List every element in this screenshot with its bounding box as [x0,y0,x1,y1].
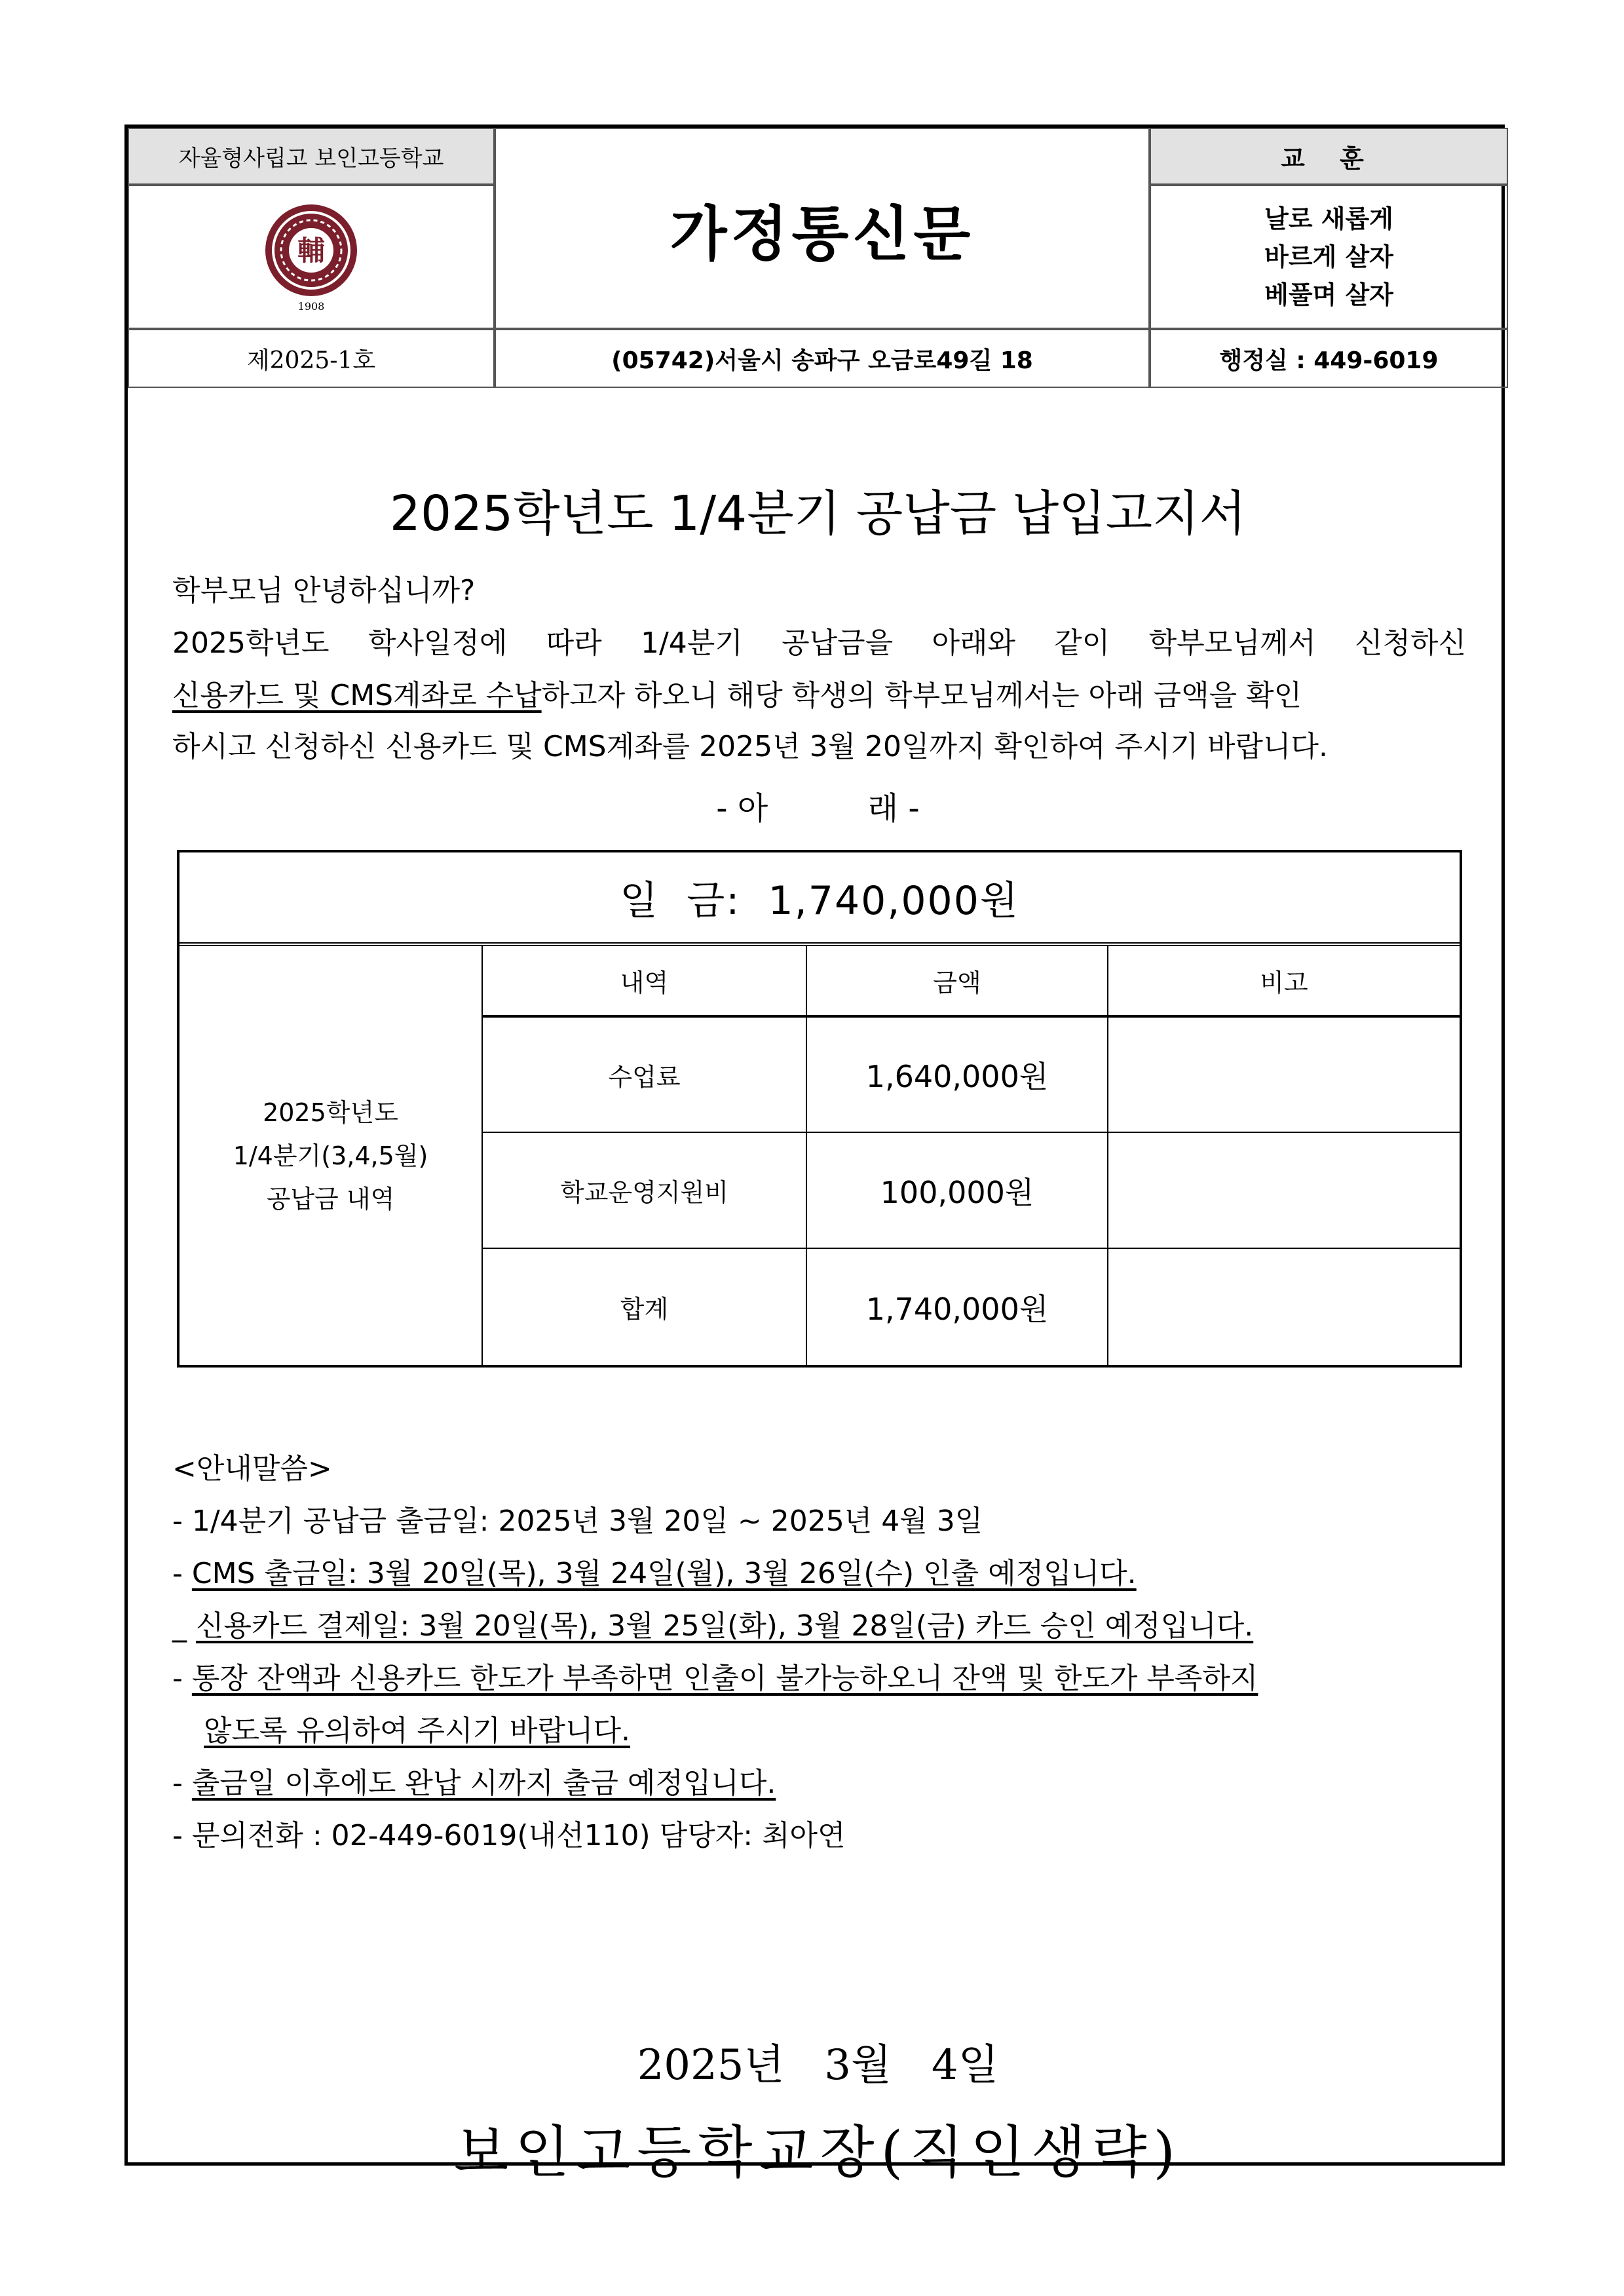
guidance-bullet: _ [172,1609,196,1643]
issue-date: 2025년 3월 4일 [637,2041,999,2090]
table-row-note [1108,1018,1460,1133]
guidance-bullet: - [172,1662,192,1695]
guidance-heading: <안내말씀> [172,1452,332,1485]
intro-word: 아래와 [932,626,1015,660]
guidance-item: - 1/4분기 공납금 출금일: 2025년 3월 20일 ~ 2025년 4월 3일 [172,1504,983,1538]
row-group-label [179,946,483,1365]
balance-warning-continued: 않도록 유의하여 주시기 바랍니다. [204,1714,630,1748]
column-header-amount: 금액 [807,946,1108,1018]
intro-line-3: 하시고 신청하신 신용카드 및 CMS계좌를 2025년 3월 20일까지 확인하여 주시기 바랍니다. [172,730,1329,763]
principal-signature: 보인고등학교장(직인생략) [454,2120,1182,2185]
amount-table [177,850,1462,1368]
motto-line: 바르게 살자 [1264,242,1393,271]
intro-word: 같이 [1054,626,1110,660]
greeting: 학부모님 안녕하십니까? [172,574,476,607]
card-payment-dates: 신용카드 결제일: 3월 20일(목), 3월 25일(화), 3월 28일(금) 카드 승인 예정입니다. [196,1609,1254,1643]
motto-line: 날로 새롭게 [1264,204,1393,233]
guidance-bullet: - [172,1767,192,1800]
office-phone: 행정실 : 449-6019 [1150,329,1508,388]
row-group-label-line: 1/4분기(3,4,5월) [233,1141,428,1170]
column-header-note: 비고 [1108,946,1460,1018]
table-row-note [1108,1249,1460,1365]
total-amount: 일 금: 1,740,000원 [179,852,1460,946]
newsletter-title: 가정통신문 [495,128,1150,329]
intro-word: 학부모님께서 [1148,626,1316,660]
motto [1150,185,1508,329]
table-row-amount: 1,640,000원 [807,1018,1108,1133]
motto-line: 베풀며 살자 [1264,280,1393,309]
table-row-item: 합계 [483,1249,807,1365]
cms-withdrawal-dates: CMS 출금일: 3월 20일(목), 3월 24일(월), 3월 26일(수) 인출 예정입니다. [191,1557,1137,1590]
school-name: 자율형사립고 보인고등학교 [128,128,495,185]
motto-heading: 교 훈 [1150,128,1508,185]
guidance-item [172,1655,1258,1696]
table-row-amount: 100,000원 [807,1133,1108,1249]
contact-info: - 문의전화 : 02-449-6019(내선110) 담당자: 최아연 [172,1819,846,1852]
logo-cell [128,185,495,329]
intro-word: 공납금을 [782,626,894,660]
document-frame [124,124,1505,2185]
notice-heading: - 아 래 - [716,790,920,827]
intro-word: 1/4분기 [640,626,743,660]
continued-withdrawal-note: 출금일 이후에도 완납 시까지 출금 예정입니다. [191,1767,776,1800]
guidance-item [172,1759,776,1801]
intro-word: 2025학년도 [172,626,330,660]
row-group-label-line: 2025학년도 [263,1098,398,1127]
table-row-note [1108,1133,1460,1249]
balance-warning: 통장 잔액과 신용카드 한도가 부족하면 인출이 불가능하오니 잔액 및 한도가 부족하지 [191,1662,1258,1695]
table-row-item: 수업료 [483,1018,807,1133]
emblem-year: 1908 [297,300,325,313]
table-row-item: 학교운영지원비 [483,1133,807,1249]
guidance-bullet: - [172,1557,192,1590]
intro-word: 신청하신 [1354,626,1466,660]
guidance-item [172,1550,1137,1592]
school-address: (05742)서울시 송파구 오금로49길 18 [495,329,1150,388]
document-title: 2025학년도 1/4분기 공납금 납입고지서 [389,486,1247,542]
school-emblem-icon [262,201,360,313]
intro-line-2 [172,672,1302,714]
guidance-item-continued [204,1707,630,1749]
issue-number: 제2025-1호 [128,329,495,388]
row-group-label-line: 공납금 내역 [266,1184,395,1214]
intro-word: 학사일정에 [368,626,508,660]
guidance-item [172,1602,1253,1644]
emblem-char: 輔 [297,235,326,267]
column-header-item: 내역 [483,946,807,1018]
intro-line-2-rest: 하고자 하오니 해당 학생의 학부모님께서는 아래 금액을 확인 [541,679,1302,712]
intro-line-1 [172,619,1466,661]
table-row-amount: 1,740,000원 [807,1249,1108,1365]
payment-method-underlined: 신용카드 및 CMS계좌로 수납 [172,679,542,712]
intro-word: 따라 [546,626,602,660]
